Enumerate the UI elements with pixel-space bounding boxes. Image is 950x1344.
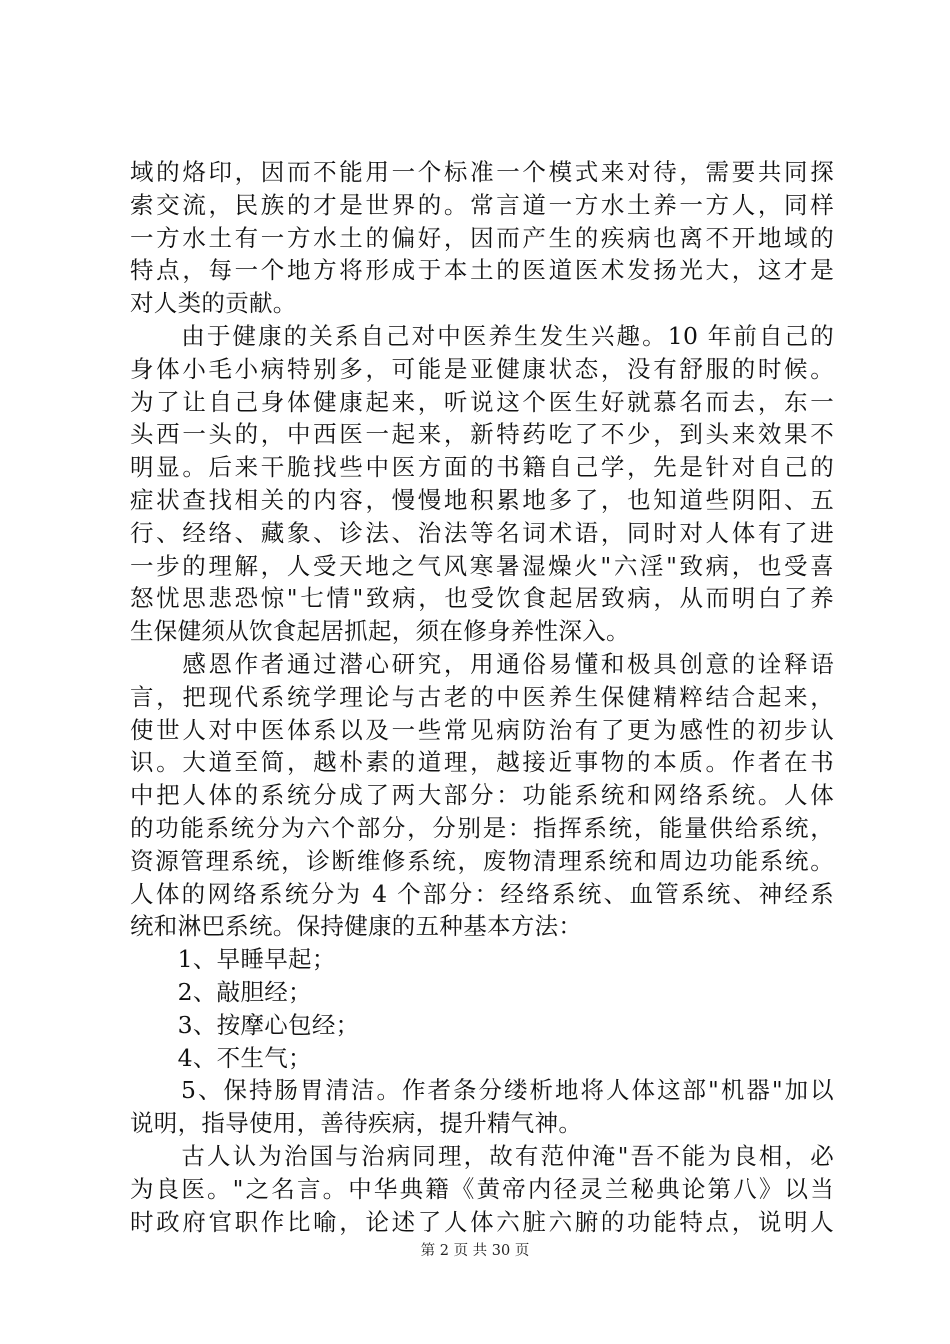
text-line: 明显。后来干脆找些中医方面的书籍自己学，先是针对自己的: [130, 453, 834, 482]
text-line: 言，把现代系统学理论与古老的中医养生保健精粹结合起来，: [130, 682, 834, 711]
text-line: 资源管理系统，诊断维修系统，废物清理系统和周边功能系统。: [130, 846, 834, 875]
text-line: 的功能系统分为六个部分，分别是：指挥系统，能量供给系统，: [130, 813, 834, 842]
page-footer: [0, 1241, 950, 1261]
text-line: 识。大道至简，越朴素的道理，越接近事物的本质。作者在书: [130, 748, 834, 777]
text-line: 对人类的贡献。: [130, 289, 297, 318]
text-line: 为了让自己身体健康起来，听说这个医生好就慕名而去，东一: [130, 387, 834, 416]
text-line: 头西一头的，中西医一起来，新特药吃了不少，到头来效果不: [130, 420, 834, 449]
text-line: 时政府官职作比喻，论述了人体六脏六腑的功能特点，说明人: [130, 1207, 834, 1236]
page-number-label: 第 2 页 共 30 页: [420, 1243, 530, 1259]
text-line: 一步的理解，人受天地之气风寒暑湿燥火"六淫"致病，也受喜: [130, 551, 834, 580]
text-line: 5、保持肠胃清洁。作者条分缕析地将人体这部"机器"加以: [130, 1076, 834, 1105]
text-line: 4、不生气；: [130, 1043, 312, 1072]
text-line: 3、按摩心包经；: [130, 1010, 360, 1039]
text-line: 怒忧思悲恐惊"七情"致病，也受饮食起居致病，从而明白了养: [130, 584, 834, 613]
text-line: 使世人对中医体系以及一些常见病防治有了更为感性的初步认: [130, 715, 834, 744]
text-line: 感恩作者通过潜心研究，用通俗易懂和极具创意的诠释语: [130, 649, 834, 678]
text-line: 一方水土有一方水土的偏好，因而产生的疾病也离不开地域的: [130, 223, 834, 252]
text-line: 人体的网络系统分为 4 个部分：经络系统、血管系统、神经系: [130, 879, 834, 908]
text-line: 身体小毛小病特别多，可能是亚健康状态，没有舒服的时候。: [130, 354, 834, 383]
document-body: [130, 156, 834, 1238]
text-line: 2、敲胆经；: [130, 977, 312, 1006]
text-line: 说明，指导使用，善待疾病，提升精气神。: [130, 1109, 583, 1138]
text-line: 为良医。"之名言。中华典籍《黄帝内径灵兰秘典论第八》以当: [130, 1174, 834, 1203]
text-line: 1、早睡早起；: [130, 945, 336, 974]
text-line: 古人认为治国与治病同理，故有范仲淹"吾不能为良相，必: [130, 1141, 834, 1170]
text-line: 索交流，民族的才是世界的。常言道一方水土养一方人，同样: [130, 190, 834, 219]
text-line: 特点，每一个地方将形成于本土的医道医术发扬光大，这才是: [130, 256, 834, 285]
text-line: 行、经络、藏象、诊法、治法等名词术语，同时对人体有了进: [130, 518, 834, 547]
text-line: 生保健须从饮食起居抓起，须在修身养性深入。: [130, 617, 630, 646]
text-line: 症状查找相关的内容，慢慢地积累地多了，也知道些阴阳、五: [130, 485, 834, 514]
text-line: 统和淋巴系统。保持健康的五种基本方法：: [130, 912, 583, 941]
text-line: 中把人体的系统分成了两大部分：功能系统和网络系统。人体: [130, 781, 834, 810]
text-line: 域的烙印，因而不能用一个标准一个模式来对待，需要共同探: [130, 158, 834, 186]
text-line: 由于健康的关系自己对中医养生发生兴趣。10 年前自己的: [130, 321, 834, 350]
